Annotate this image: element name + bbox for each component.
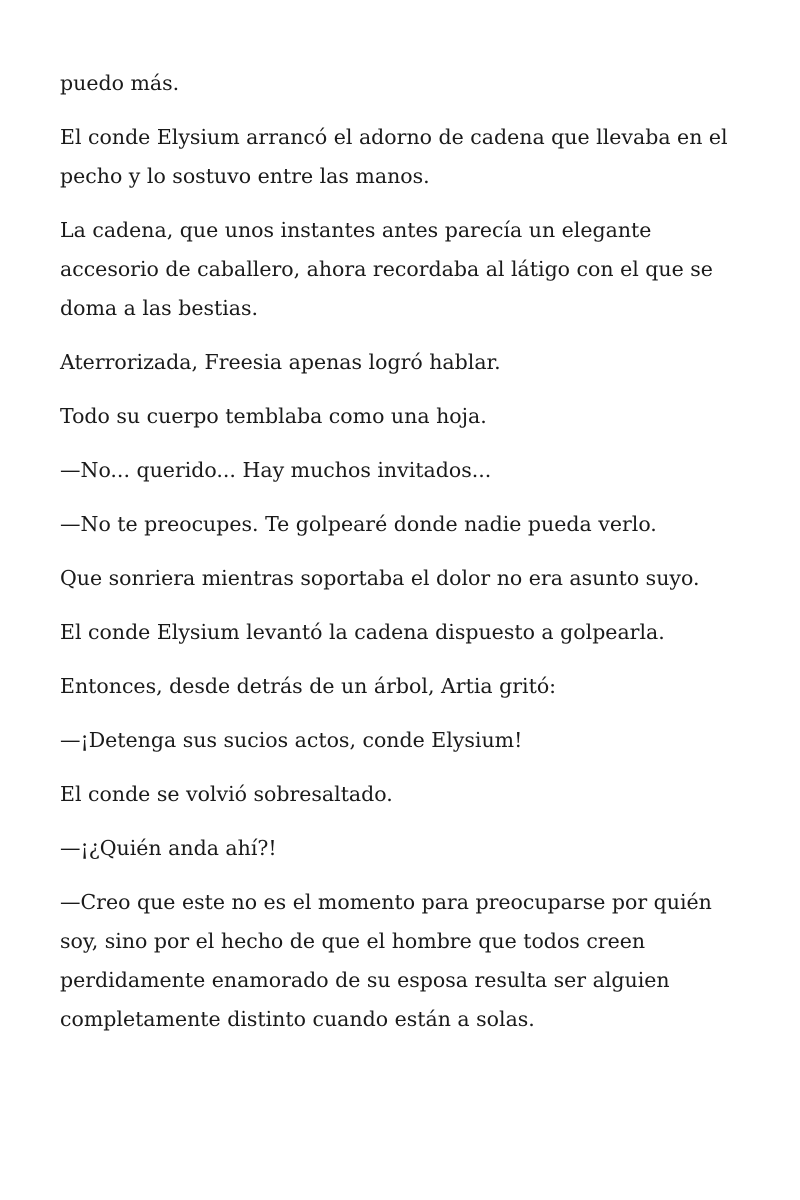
paragraph: Entonces, desde detrás de un árbol, Artia gritó: — [60, 674, 557, 698]
paragraph: El conde Elysium levantó la cadena dispuesto a golpearla. — [60, 620, 665, 644]
paragraph: El conde se volvió sobresaltado. — [60, 782, 393, 806]
paragraph: La cadena, que unos instantes antes parecía un elegante accesorio de caballero, ahora recordaba al látigo con el que se doma a las bestias. — [60, 218, 713, 320]
paragraph: —No te preocupes. Te golpearé donde nadie pueda verlo. — [60, 512, 657, 536]
reader-page — [60, 64, 740, 1054]
paragraph: puedo más. — [60, 71, 180, 95]
paragraph: El conde Elysium arrancó el adorno de cadena que llevaba en el pecho y lo sostuvo entre las manos. — [60, 125, 728, 188]
paragraph: Todo su cuerpo temblaba como una hoja. — [60, 404, 487, 428]
paragraph: —No... querido... Hay muchos invitados... — [60, 458, 492, 482]
paragraph: —Creo que este no es el momento para preocuparse por quién soy, sino por el hecho de que el hombre que todos creen perdidamente enamorado de su esposa resulta ser alguien completamente distinto cuando están a solas. — [60, 890, 712, 1031]
paragraph: —¡Detenga sus sucios actos, conde Elysium! — [60, 728, 523, 752]
paragraph: —¡¿Quién anda ahí?! — [60, 836, 277, 860]
paragraph: Que sonriera mientras soportaba el dolor no era asunto suyo. — [60, 566, 700, 590]
paragraph: Aterrorizada, Freesia apenas logró hablar. — [60, 350, 501, 374]
